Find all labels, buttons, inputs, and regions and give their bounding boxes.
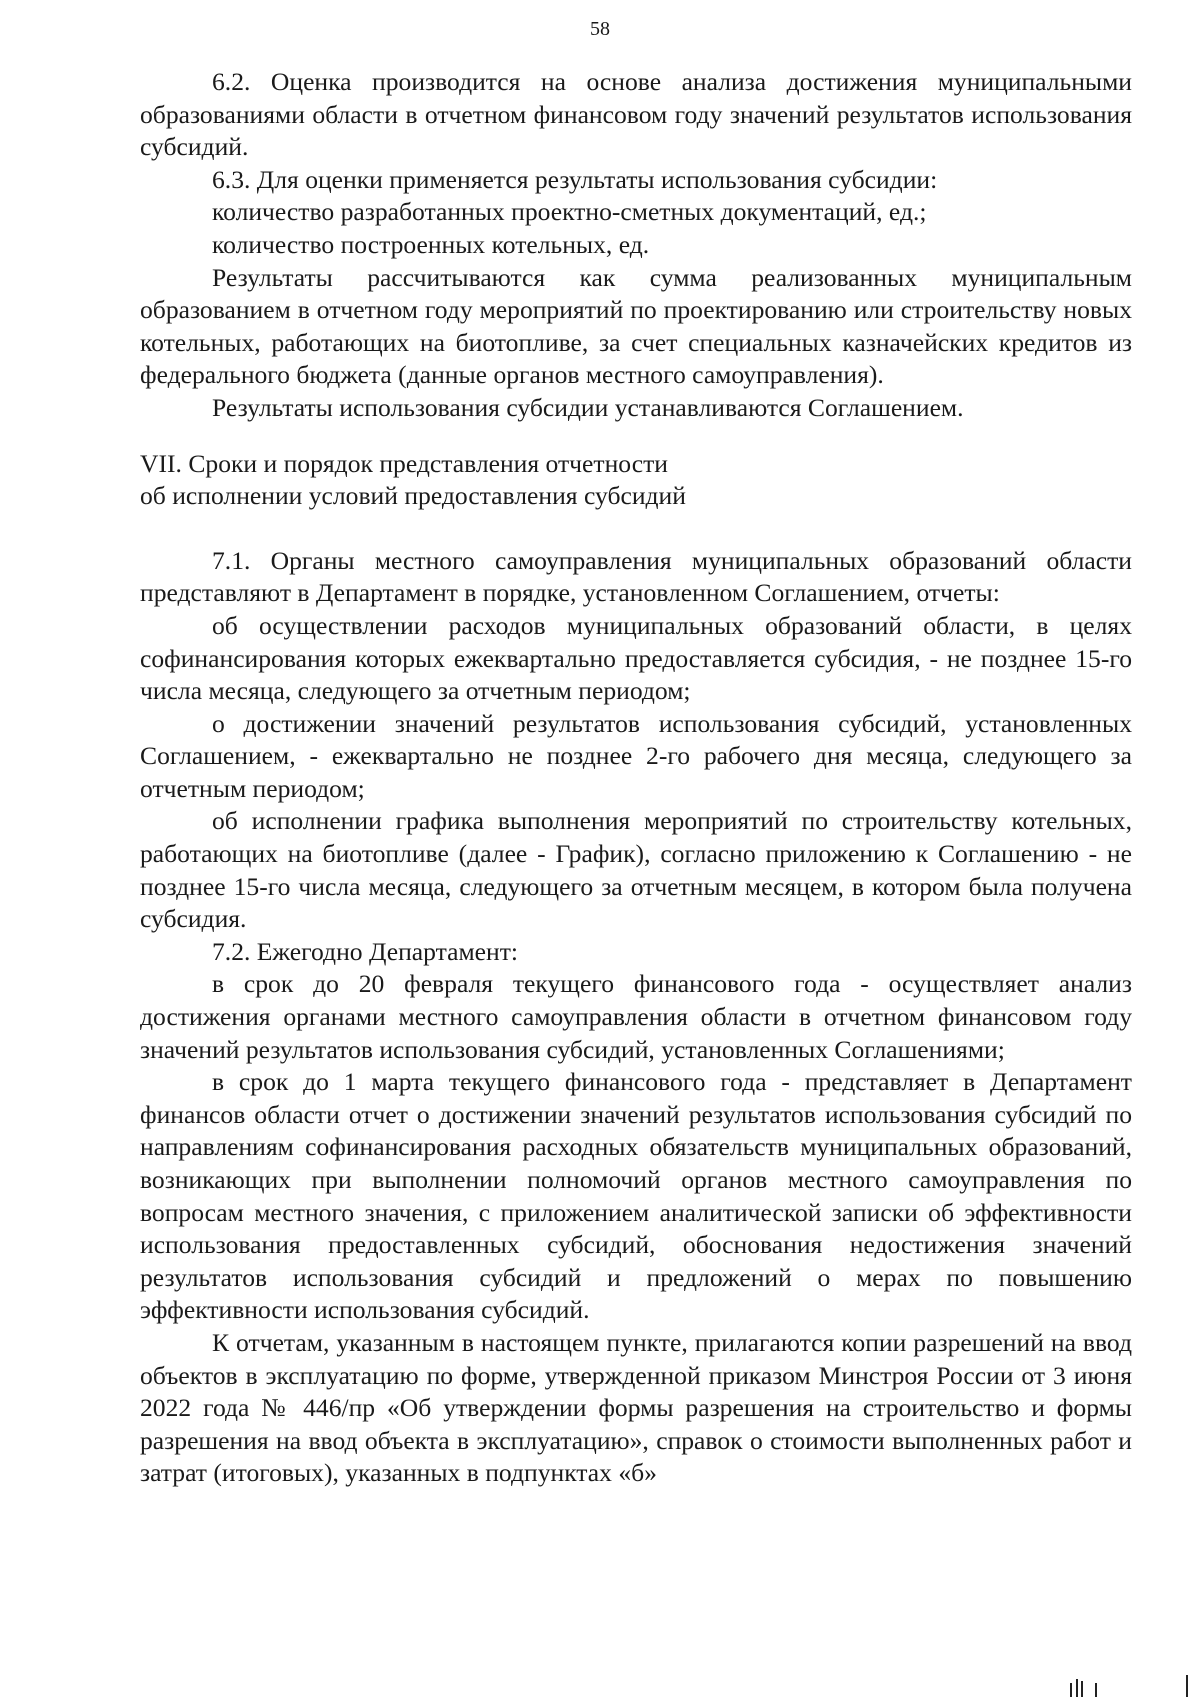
paragraph-schedule-report: об исполнении графика выполнения мероприятий по строительству котельных, работающих на биотопливе (далее - График), согласно приложению к Соглашению - не позднее 15-го числа месяца, следующего за отчетным месяцем, в котором была получена субсидия.: [140, 806, 1132, 934]
paragraph-6-2: 6.2. Оценка производится на основе анализа достижения муниципальными образованиями области в отчетном финансовом году значений результатов использования субсидий.: [140, 67, 1132, 162]
page-number: 58: [590, 18, 610, 40]
paragraph-results-agreement: Результаты использования субсидии устанавливаются Соглашением.: [212, 392, 964, 422]
section-heading-line-1: VII. Сроки и порядок представления отчетности: [140, 448, 668, 478]
paragraph-attachments: К отчетам, указанным в настоящем пункте, прилагаются копии разрешений на ввод объектов в эксплуатацию по форме, утвержденной приказом Минстроя России от 3 июня 2022 года № 446/пр «Об утверждении формы разрешения на строительство и формы разрешения на ввод объекта в эксплуатацию», справок о стоимости выполненных работ и затрат (итоговых), указанных в подпунктах «б»: [140, 1327, 1132, 1488]
scan-artifact-marks: [1000, 1667, 1200, 1697]
paragraph-results-calculation: Результаты рассчитываются как сумма реализованных муниципальным образованием в отчетном году мероприятий по проектированию или строительству новых котельных, работающих на биотопливе, за счет специальных казначейских кредитов из федерального бюджета (данные органов местного самоуправления).: [140, 262, 1132, 390]
paragraph-7-1: 7.1. Органы местного самоуправления муниципальных образований области представляют в Департамент в порядке, установленном Соглашением, отчеты:: [140, 545, 1132, 608]
paragraph-analysis-deadline: в срок до 20 февраля текущего финансового года - осуществляет анализ достижения органами местного самоуправления области в отчетном финансовом году значений результатов использования субсидий, установленных Соглашениями;: [140, 969, 1132, 1064]
paragraph-6-3: 6.3. Для оценки применяется результаты использования субсидии:: [212, 164, 938, 194]
document-body: [140, 66, 1132, 1490]
section-heading: [140, 448, 1132, 513]
list-item-design-docs: количество разработанных проектно-сметных документаций, ед.;: [212, 197, 927, 227]
paragraph-expenditure-report: об осуществлении расходов муниципальных образований области, в целях софинансирования которых ежеквартально предоставляется субсидия, - не позднее 15-го числа месяца, следующего за отчетным периодом;: [140, 610, 1132, 706]
paragraph-7-2: 7.2. Ежегодно Департамент:: [212, 936, 519, 966]
list-item-boiler-houses: количество построенных котельных, ед.: [212, 229, 650, 259]
paragraph-report-deadline: в срок до 1 марта текущего финансового года - представляет в Департамент финансов области отчет о достижении значений результатов использования субсидий по направлениям софинансирования расходных обязательств муниципальных образований, возникающих при выполнении полномочий органов местного самоуправления по вопросам местного значения, с приложением аналитической записки об эффективности использования предоставленных субсидий, обоснования недостижения значений результатов использования субсидий и предложений о мерах по повышению эффективности использования субсидий.: [140, 1067, 1132, 1325]
paragraph-results-report: о достижении значений результатов использования субсидий, установленных Соглашением, - ежеквартально не позднее 2-го рабочего дня месяца, следующего за отчетным периодом;: [140, 708, 1132, 803]
section-heading-line-2: об исполнении условий предоставления субсидий: [140, 481, 686, 511]
